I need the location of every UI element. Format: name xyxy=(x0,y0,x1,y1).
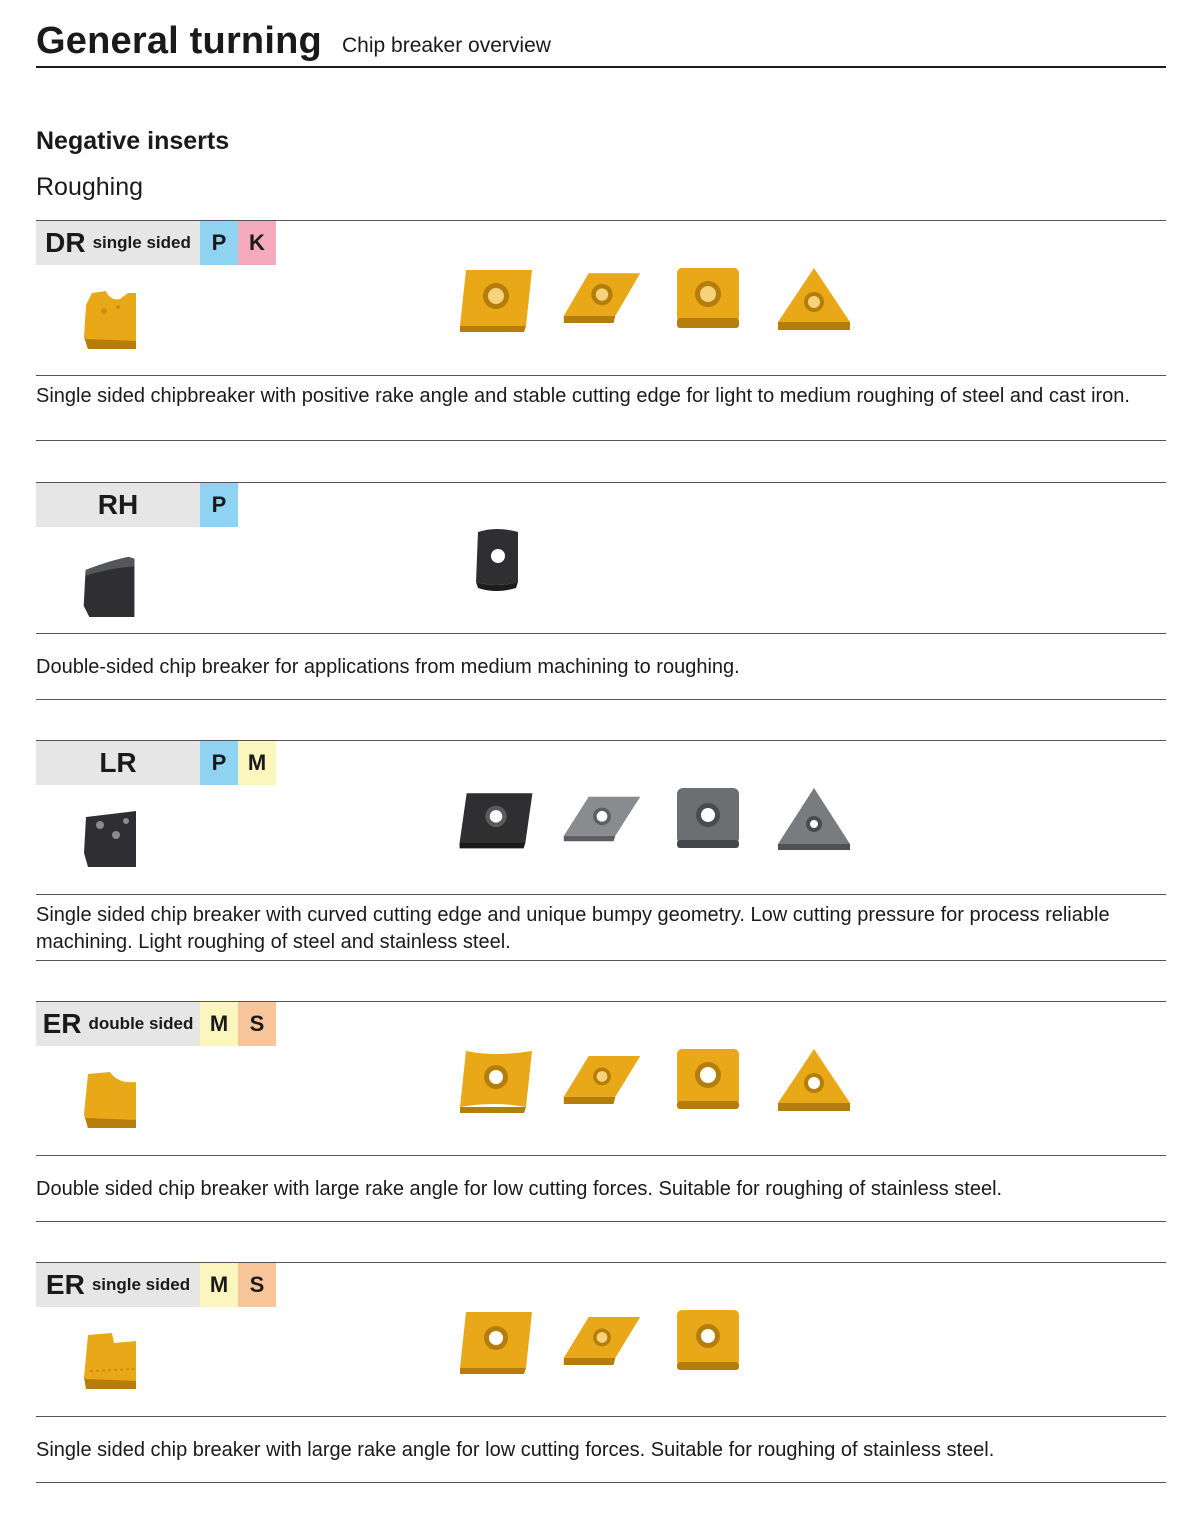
breaker-description: Single sided chipbreaker with positive rake angle and stable cutting edge for light to medium roughing of steel and cast iron. xyxy=(36,385,1130,407)
material-badge-m: M xyxy=(200,1263,238,1307)
material-badge-p: P xyxy=(200,741,238,785)
breaker-block-dr-single xyxy=(36,220,1166,441)
breaker-label xyxy=(36,1263,276,1307)
breaker-name xyxy=(36,221,200,265)
triangle-insert-icon xyxy=(774,784,854,854)
breaker-code: RH xyxy=(97,489,139,520)
page-title: General turning xyxy=(36,20,322,62)
square-insert-icon xyxy=(668,1306,748,1376)
subsection-title: Roughing xyxy=(36,173,144,201)
breaker-block-lr xyxy=(36,740,1166,963)
breaker-label xyxy=(36,1002,276,1046)
breaker-description: Double-sided chip breaker for applications from medium machining to roughing. xyxy=(36,656,740,678)
breaker-side: single sided xyxy=(92,233,191,252)
edge-profile-icon xyxy=(80,287,140,349)
material-badge-s: S xyxy=(238,1002,276,1046)
edge-profile-icon xyxy=(80,1329,140,1391)
material-badge-p: P xyxy=(200,483,238,527)
breaker-description: Single sided chip breaker with curved cutting edge and unique bumpy geometry. Low cutting pressure for process reliable machining. Light roughing of steel and stainless steel. xyxy=(36,904,1110,953)
insert-gallery xyxy=(456,259,854,339)
triangle-insert-icon xyxy=(774,1045,854,1115)
edge-profile-icon xyxy=(80,555,140,617)
section-title: Negative inserts xyxy=(36,127,230,155)
triangle-insert-icon xyxy=(774,264,854,334)
breaker-block-er-single xyxy=(36,1262,1166,1485)
breaker-label xyxy=(36,221,276,265)
breaker-side: double sided xyxy=(88,1014,194,1033)
breaker-block-er-double xyxy=(36,1001,1166,1224)
material-badge-s: S xyxy=(238,1263,276,1307)
edge-profile-icon xyxy=(80,1068,140,1130)
square-insert-icon xyxy=(456,1306,536,1376)
breaker-name xyxy=(36,1263,200,1307)
square-insert-icon xyxy=(668,1045,748,1115)
edge-profile-icon xyxy=(80,807,140,869)
breaker-code: DR xyxy=(45,227,86,258)
square-insert-icon xyxy=(668,784,748,854)
rhombic-insert-icon xyxy=(562,1306,642,1376)
breaker-side: single sided xyxy=(91,1275,191,1294)
insert-gallery xyxy=(456,1040,854,1120)
square-insert-icon xyxy=(456,264,536,334)
breaker-name xyxy=(36,1002,200,1046)
square-insert-icon xyxy=(668,264,748,334)
material-badge-p: P xyxy=(200,221,238,265)
square-insert-icon xyxy=(456,1045,536,1115)
page-header xyxy=(36,18,1166,68)
breaker-description: Single sided chip breaker with large rake angle for low cutting forces. Suitable for roughing of stainless steel. xyxy=(36,1439,995,1461)
square-insert-icon xyxy=(456,784,536,854)
material-badge-k: K xyxy=(238,221,276,265)
breaker-code: LR xyxy=(99,747,137,778)
breaker-code: ER xyxy=(45,1269,85,1300)
breaker-block-rh xyxy=(36,482,1166,701)
rhombic-insert-icon xyxy=(562,264,642,334)
square-insert-icon xyxy=(456,524,536,594)
insert-gallery xyxy=(456,779,854,859)
insert-gallery xyxy=(456,1301,748,1381)
breaker-name xyxy=(36,741,200,785)
material-badge-m: M xyxy=(200,1002,238,1046)
insert-gallery xyxy=(456,519,536,599)
breaker-description: Double sided chip breaker with large rake angle for low cutting forces. Suitable for roughing of stainless steel. xyxy=(36,1178,1003,1200)
breaker-name xyxy=(36,483,200,527)
rhombic-insert-icon xyxy=(562,784,642,854)
breaker-code: ER xyxy=(42,1008,82,1039)
rhombic-insert-icon xyxy=(562,1045,642,1115)
material-badge-m: M xyxy=(238,741,276,785)
breaker-label xyxy=(36,483,238,527)
breaker-label xyxy=(36,741,276,785)
page-subtitle: Chip breaker overview xyxy=(342,34,551,57)
